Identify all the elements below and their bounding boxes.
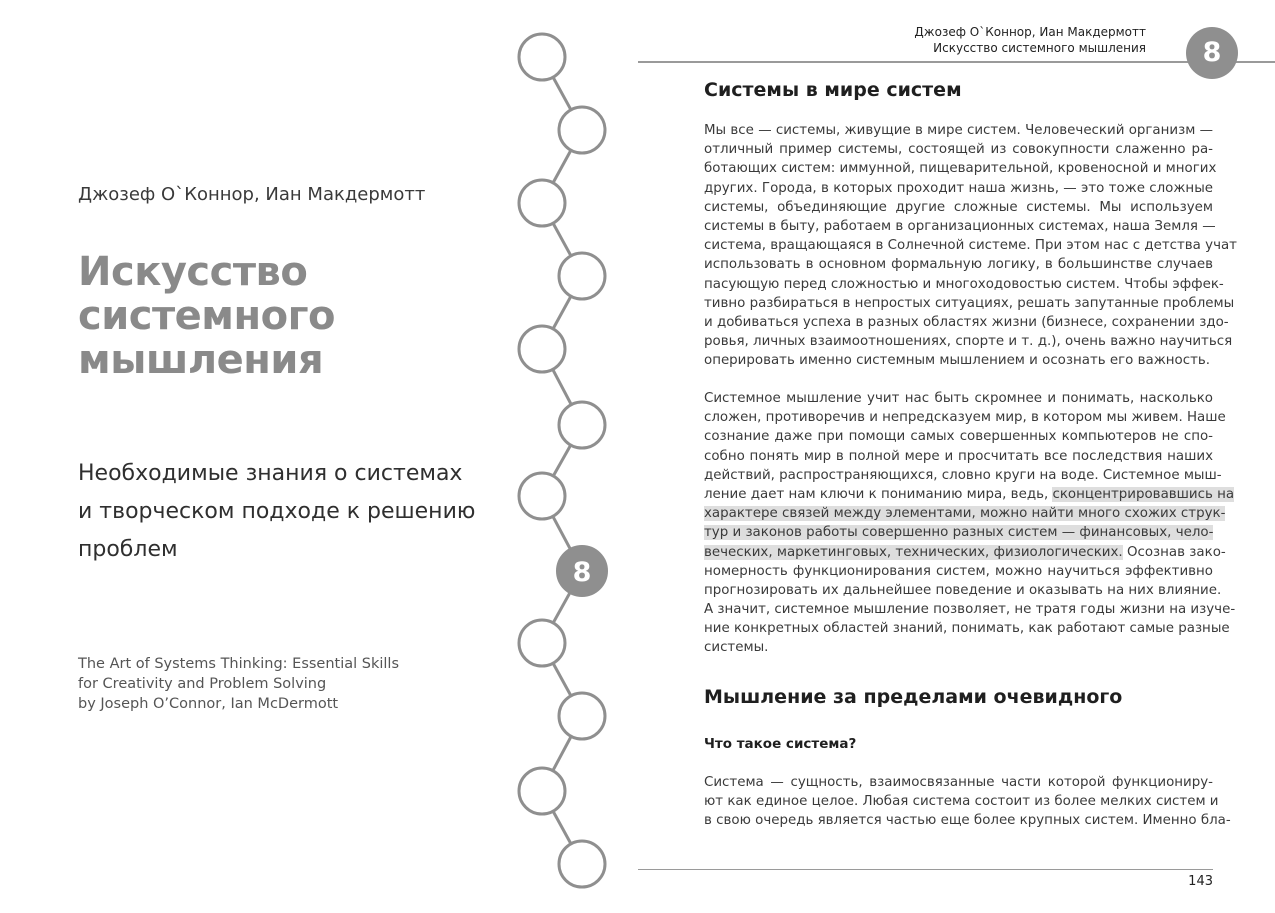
text-line: отличный пример системы, состоящей из совокупности слаженно ра- <box>704 142 1213 158</box>
body-paragraph <box>704 121 1237 370</box>
text-line <box>704 543 1226 562</box>
text-line: система, вращающаяся в Солнечной системе. При этом нас с детства учат <box>704 238 1237 254</box>
text-line: номерность функционирования систем, можно научиться эффективно <box>704 563 1213 579</box>
text-line: других. Города, в которых проходит наша жизнь, — это тоже сложные <box>704 180 1213 196</box>
cover-subtitle-line: и творческом подходе к решению <box>78 499 476 524</box>
text-line: пасующую перед сложностью и многоходовостью систем. Чтобы эффек- <box>704 276 1224 292</box>
section-heading: Мышление за пределами очевидного <box>704 686 1123 708</box>
cover-title-line: Искусство <box>78 249 308 295</box>
page-number: 143 <box>1188 874 1213 889</box>
chain-circle <box>519 620 565 666</box>
text-line: Системное мышление учит нас быть скромнее и понимать, насколько <box>704 391 1213 406</box>
chain-circle <box>559 841 605 887</box>
text-run: Осознав зако- <box>1122 544 1226 560</box>
cover-subtitle-line: Необходимые знания о системах <box>78 461 463 486</box>
highlighted-text[interactable]: веческих, маркетинговых, технических, физиологических. <box>704 544 1123 560</box>
text-line: ние конкретных областей знаний, понимать, как работают самые разные <box>704 621 1230 637</box>
chapter-chain-graphic <box>500 0 630 913</box>
text-line: в свою очередь является частью еще более крупных систем. Именно бла- <box>704 813 1231 829</box>
chain-circle <box>519 473 565 519</box>
highlighted-text[interactable]: тур и законов работы совершенно разных систем — финансовых, чело- <box>704 525 1214 541</box>
cover-subtitle-line: проблем <box>78 537 178 562</box>
text-line: системы. <box>704 640 769 656</box>
cover-authors: Джозеф О`Коннор, Иан Макдермотт <box>78 184 426 205</box>
cover-subtitle <box>78 455 498 569</box>
chain-circle <box>519 326 565 372</box>
text-line: ют как единое целое. Любая система состоит из более мелких систем и <box>704 794 1219 810</box>
text-line: и добиваться успеха в разных областях жизни (бизнесе, сохранении здо- <box>704 314 1229 330</box>
subsection-heading: Что такое система? <box>704 736 857 752</box>
chain-chapter-number: 8 <box>572 557 592 588</box>
chapter-number-badge: 8 <box>1186 27 1238 79</box>
text-line: Мы все — системы, живущие в мире систем. Человеческий организм — <box>704 123 1213 138</box>
text-line: сознание даже при помощи самых совершенных компьютеров не спо- <box>704 429 1213 445</box>
header-rule <box>638 61 1275 63</box>
chain-circle <box>519 768 565 814</box>
body-paragraph <box>704 389 1236 658</box>
text-line: тивно разбираться в непростых ситуациях, решать запутанные проблемы <box>704 295 1235 311</box>
cover-title-line: системного <box>78 293 335 339</box>
highlighted-text[interactable]: сконцентрировавшись на <box>1052 486 1235 502</box>
text-line: ботающих систем: иммунной, пищеварительной, кровеносной и многих <box>704 161 1217 177</box>
text-line: Система — сущность, взаимосвязанные части которой функциониру- <box>704 775 1213 790</box>
footer-rule <box>638 869 1213 870</box>
text-line: А значит, системное мышление позволяет, не тратя годы жизни на изуче- <box>704 602 1236 618</box>
text-line: системы в быту, работаем в организационных системах, наша Земля — <box>704 218 1216 234</box>
running-header-book-title: Искусство системного мышления <box>933 41 1146 55</box>
chain-circle <box>559 107 605 153</box>
text-run: ление дает нам ключи к пониманию мира, ведь, <box>704 486 1053 502</box>
text-line: использовать в основном формальную логику, в большинстве случаев <box>704 257 1213 273</box>
section-heading: Системы в мире систем <box>704 79 962 101</box>
original-authors-line: by Joseph O’Connor, Ian McDermott <box>78 696 339 712</box>
text-line: собно понять мир в полной мере и просчитать все последствия наших <box>704 448 1213 464</box>
chain-circle <box>519 34 565 80</box>
running-header-authors: Джозеф О`Коннор, Иан Макдермотт <box>914 25 1146 39</box>
highlighted-text[interactable]: характере связей между элементами, можно найти много схожих струк- <box>704 506 1226 522</box>
cover-title-line: мышления <box>78 337 324 383</box>
text-line: оперировать именно системным мышлением и осознать его важность. <box>704 353 1211 369</box>
text-line: прогнозировать их дальнейшее поведение и оказывать на них влияние. <box>704 582 1222 598</box>
text-line <box>704 504 1226 523</box>
text-line <box>704 523 1213 542</box>
original-title-line: The Art of Systems Thinking: Essential Skills <box>78 656 400 672</box>
text-line: действий, распространяющихся, словно круги на воде. Системное мыш- <box>704 467 1222 483</box>
text-line <box>704 485 1235 504</box>
original-edition-info <box>78 654 438 714</box>
cover-title <box>78 250 478 382</box>
text-line: системы, объединяющие другие сложные системы. Мы используем <box>704 199 1213 215</box>
chain-circle <box>559 402 605 448</box>
chain-connectors <box>542 57 582 864</box>
body-paragraph <box>704 773 1231 831</box>
chain-circle <box>519 180 565 226</box>
original-title-line: for Creativity and Problem Solving <box>78 676 327 692</box>
chain-circle <box>559 693 605 739</box>
text-line: сложен, противоречив и непредсказуем мир, в котором мы живем. Наше <box>704 410 1226 426</box>
chain-circle <box>559 253 605 299</box>
text-line: ровья, личных взаимоотношениях, спорте и т. д.), очень важно научиться <box>704 334 1233 350</box>
